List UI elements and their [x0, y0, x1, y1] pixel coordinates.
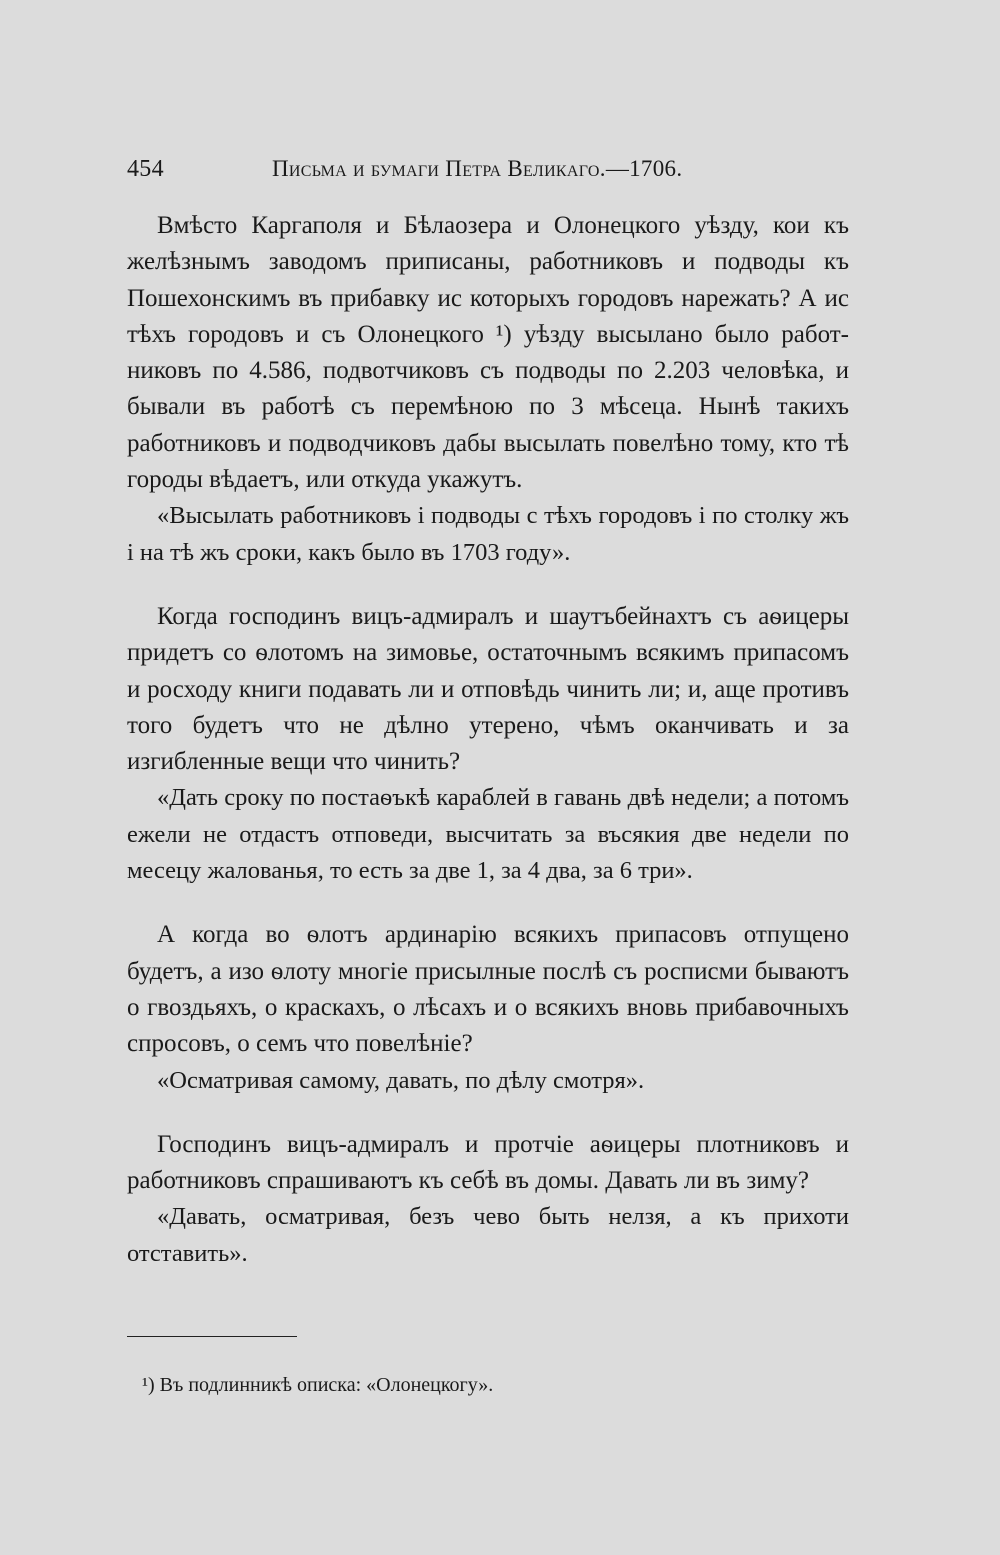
paragraph-question-4: Господинъ вицъ-адмиралъ и протчіе аѳицеры плотниковъ и работниковъ спрашиваютъ къ себѣ въ домы. Давать ли въ зиму? [127, 1130, 849, 1195]
running-title: Письма и бумаги Петра Великаго.—1706. [272, 156, 683, 181]
paragraph-question-3: А когда во ѳлотъ ардинарію всякихъ припасовъ отпущено будетъ, а изо ѳлоту многіе присылные послѣ съ росписми бываютъ о гвоздьяхъ, о краскахъ, о лѣсахъ и о всякихъ вновь прибавочныхъ спросовъ, о семъ что повелѣніе? [127, 921, 849, 1058]
paragraph-answer-3: «Осматривая самому, давать, по дѣлу смотря». [157, 1066, 645, 1094]
page-header [127, 156, 847, 190]
paragraph-answer-4: «Давать, осматривая, безъ чево быть нелзя, а къ прихоти отставить». [127, 1203, 849, 1267]
footnote-divider [127, 1336, 297, 1337]
page-number: 454 [127, 156, 164, 182]
paragraph-question-1: Вмѣсто Каргаполя и Бѣлаозера и Олонецкого уѣзду, кои къ желѣзнымъ заводомъ приписаны, работниковъ и подводы къ Пошехонскимъ въ прибавку ис которыхъ городовъ нарежать? А ис тѣхъ городовъ и съ Олонецкого ¹) уѣзду высылано было работниковъ по 4.586, подвотчиковъ съ подводы по 2.203 человѣка, и бывали въ работѣ съ перемѣною по 3 мѣсеца. Нынѣ такихъ работниковъ и подводчиковъ дабы высылать повелѣно тому, кто тѣ городы вѣдаетъ, или откуда укажутъ. [127, 212, 849, 494]
paragraph-question-2: Когда господинъ вицъ-адмиралъ и шаутъбейнахтъ съ аѳицеры придетъ со ѳлотомъ на зимовье, остаточнымъ всякимъ припасомъ и росходу книги подавать ли и отповѣдь чинить ли; и, аще противъ того будетъ что не дѣлно утерено, чѣмъ оканчивать и за изгибленные вещи что чинить? [127, 602, 849, 776]
paragraph-answer-2: «Дать сроку по постаѳъкѣ караблей в гавань двѣ недели; а потомъ ежели не отдастъ отповеди, высчитать за въсякия две недели по месецу жалованья, то есть за две 1, за 4 два, за 6 три». [127, 784, 849, 885]
paragraph-answer-1: «Высылать работниковъ і подводы с тѣхъ городовъ і по столку жъ і на тѣ жъ сроки, какъ было въ 1703 году». [127, 502, 849, 566]
footnote: ¹) Въ подлинникѣ описка: «Олонецкогу». [142, 1374, 494, 1396]
body-text [127, 208, 849, 1272]
